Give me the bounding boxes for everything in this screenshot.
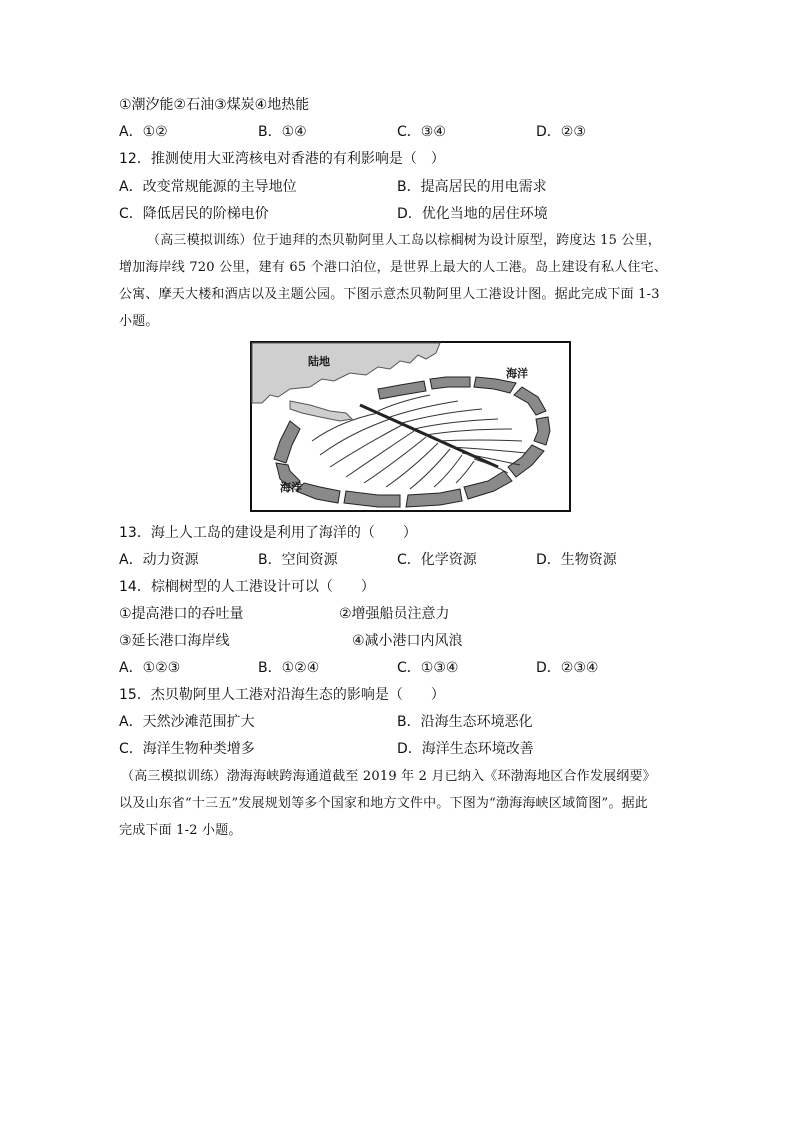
intro1-line-2: 增加海岸线 720 公里，建有 65 个港口泊位，是世界上最大的人工港。岛上建设有私人住宅、 bbox=[119, 260, 668, 275]
land-label: 陆地 bbox=[308, 355, 330, 368]
q14-option-d: D．②③④ bbox=[536, 660, 599, 676]
q11-items: ①潮汐能②石油③煤炭④地热能 bbox=[119, 97, 310, 113]
intro2-line-2: 以及山东省“十三五”发展规划等多个国家和地方文件中。下图为“渤海海峡区域简图”。据此 bbox=[119, 796, 648, 811]
q14-option-b: B．①②④ bbox=[258, 660, 320, 676]
q12-option-c: C．降低居民的阶梯电价 bbox=[119, 206, 269, 222]
intro2-line-1: （高三模拟训练）渤海海峡跨海通道截至 2019 年 2 月已纳入《环渤海地区合作发展纲要》 bbox=[121, 769, 656, 784]
q13-stem: 13．海上人工岛的建设是利用了海洋的（ ） bbox=[119, 525, 417, 541]
palm-island-figure bbox=[250, 341, 571, 512]
ocean-label-bottom: 海洋 bbox=[280, 481, 302, 494]
intro1-line-1: （高三模拟训练）位于迪拜的杰贝勒阿里人工岛以棕榈树为设计原型，跨度达 15 公里， bbox=[147, 233, 662, 248]
q15-stem: 15．杰贝勒阿里人工港对沿海生态的影响是（ ） bbox=[119, 687, 445, 703]
q11-option-d: D．②③ bbox=[536, 124, 586, 140]
q15-option-d: D．海洋生态环境改善 bbox=[397, 741, 534, 757]
q15-option-c: C．海洋生物种类增多 bbox=[119, 741, 255, 757]
q15-option-a: A．天然沙滩范围扩大 bbox=[119, 714, 255, 730]
q12-stem: 12．推测使用大亚湾核电对香港的有利影响是（ ） bbox=[119, 151, 445, 167]
intro2-line-3: 完成下面 1-2 小题。 bbox=[119, 823, 242, 838]
q13-option-a: A．动力资源 bbox=[119, 552, 199, 568]
q15-option-b: B．沿海生态环境恶化 bbox=[397, 714, 533, 730]
q11-option-b: B．①④ bbox=[258, 124, 307, 140]
q14-option-a: A．①②③ bbox=[119, 660, 181, 676]
q14-stem: 14．棕榈树型的人工港设计可以（ ） bbox=[119, 579, 375, 595]
q13-option-c: C．化学资源 bbox=[397, 552, 477, 568]
ocean-label-top: 海洋 bbox=[506, 367, 528, 380]
q14-item-2: ②增强船员注意力 bbox=[339, 606, 450, 622]
q11-option-a: A．①② bbox=[119, 124, 168, 140]
q12-option-b: B．提高居民的用电需求 bbox=[397, 179, 547, 195]
q12-option-a: A．改变常规能源的主导地位 bbox=[119, 179, 297, 195]
q14-item-1: ①提高港口的吞吐量 bbox=[119, 606, 244, 622]
q11-option-c: C．③④ bbox=[397, 124, 446, 140]
intro1-line-3: 公寓、摩天大楼和酒店以及主题公园。下图示意杰贝勒阿里人工港设计图。据此完成下面 1-3 bbox=[119, 287, 660, 302]
q13-option-d: D．生物资源 bbox=[536, 552, 617, 568]
q14-option-c: C．①③④ bbox=[397, 660, 459, 676]
q14-item-3: ③延长港口海岸线 bbox=[119, 633, 230, 649]
intro1-line-4: 小题。 bbox=[119, 314, 159, 329]
q14-item-4: ④减小港口内风浪 bbox=[352, 633, 463, 649]
q12-option-d: D．优化当地的居住环境 bbox=[397, 206, 548, 222]
q13-option-b: B．空间资源 bbox=[258, 552, 338, 568]
